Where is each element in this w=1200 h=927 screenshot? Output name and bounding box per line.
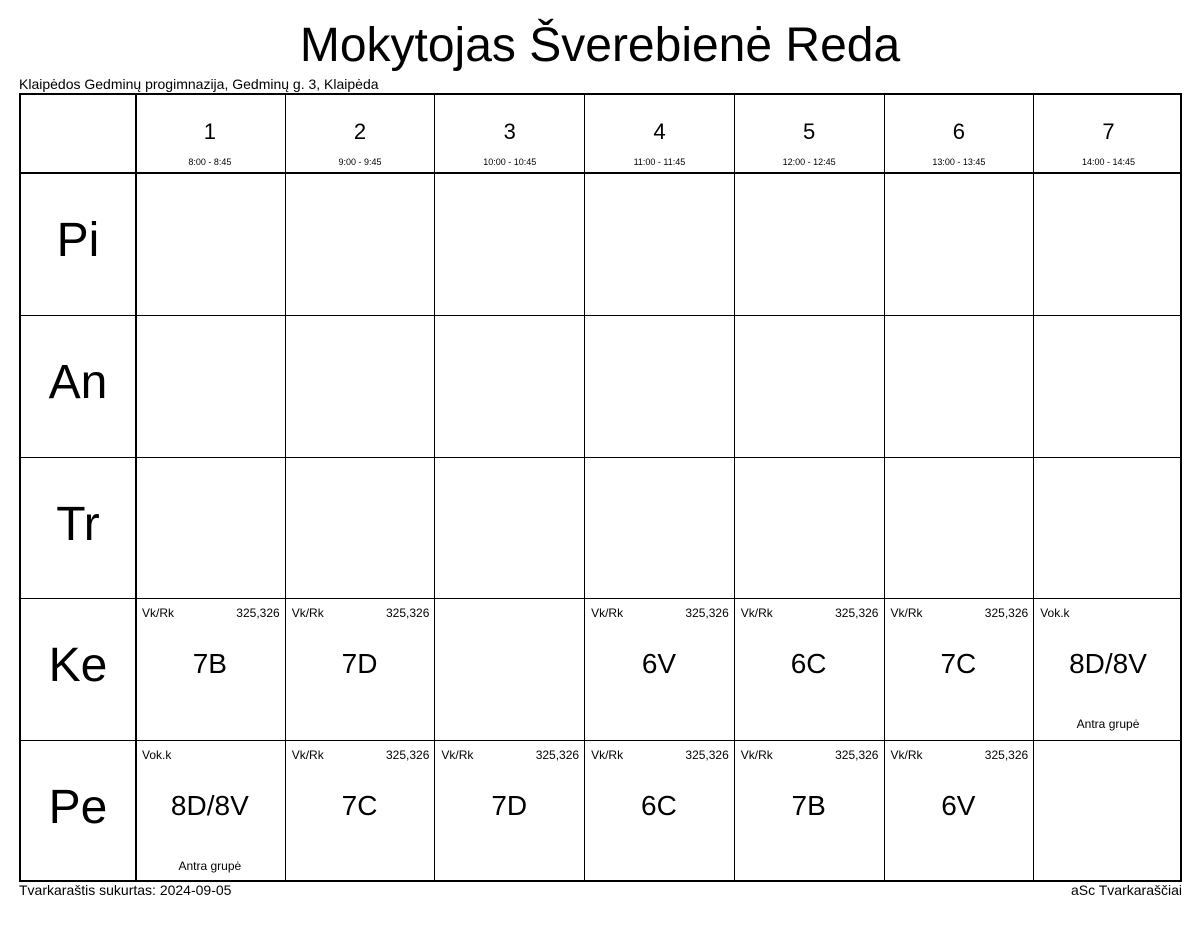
period-number: 6 xyxy=(952,119,965,144)
lesson-room: 325,326 xyxy=(984,748,1029,763)
lesson-subject: Vok.k xyxy=(142,748,172,763)
lesson-subject: Vk/Rk xyxy=(142,606,175,621)
row-divider xyxy=(21,315,1180,316)
lesson-class: 7B xyxy=(192,648,227,680)
period-number: 4 xyxy=(653,119,666,144)
period-header xyxy=(434,95,584,173)
lesson-class: 7D xyxy=(341,648,378,680)
row-divider xyxy=(21,457,1180,458)
lesson-room: 325,326 xyxy=(685,748,729,763)
lesson-subject: Vk/Rk xyxy=(740,748,773,763)
created-date: Tvarkaraštis sukurtas: 2024-09-05 xyxy=(19,882,232,898)
lesson-room: 325,326 xyxy=(236,606,280,621)
lesson-subject: Vk/Rk xyxy=(591,606,624,621)
day-label: Tr xyxy=(56,497,100,551)
lesson-cell[interactable] xyxy=(285,740,435,882)
day-label: An xyxy=(48,355,108,409)
lesson-subject: Vk/Rk xyxy=(740,606,773,621)
lesson-class: 6V xyxy=(641,648,677,680)
lesson-cell[interactable] xyxy=(1033,598,1183,740)
day-label: Pi xyxy=(56,214,100,267)
lesson-class: 6C xyxy=(790,648,827,680)
lesson-room: 325,326 xyxy=(385,606,430,621)
lesson-room: 325,326 xyxy=(984,606,1029,621)
period-number: 1 xyxy=(203,119,216,144)
period-number: 7 xyxy=(1102,119,1115,144)
lesson-cell[interactable] xyxy=(734,740,884,882)
lesson-subject: Vk/Rk xyxy=(291,606,324,621)
lesson-cell[interactable] xyxy=(285,598,435,740)
period-number: 2 xyxy=(353,119,367,144)
lesson-subject: Vk/Rk xyxy=(890,748,923,763)
lesson-room: 325,326 xyxy=(535,748,580,763)
column-divider xyxy=(1033,173,1034,880)
lesson-class: 7D xyxy=(491,790,528,822)
lesson-class: 6C xyxy=(641,790,677,822)
lesson-room: 325,326 xyxy=(835,606,879,621)
period-time: 12:00 - 12:45 xyxy=(782,157,836,167)
period-time: 13:00 - 13:45 xyxy=(932,157,986,167)
lesson-cell[interactable] xyxy=(734,598,884,740)
period-header xyxy=(734,95,884,173)
lesson-subject: Vok.k xyxy=(1040,606,1070,621)
lesson-class: 6V xyxy=(941,790,976,822)
period-header xyxy=(1033,95,1183,173)
day-label: Ke xyxy=(48,639,108,693)
lesson-room: 325,326 xyxy=(685,606,729,621)
lesson-class: 8D/8V xyxy=(170,790,249,822)
lesson-subject: Vk/Rk xyxy=(441,748,474,763)
lesson-room: 325,326 xyxy=(385,748,430,763)
timetable-grid xyxy=(19,93,1182,882)
lesson-class: 7C xyxy=(341,790,378,822)
software-credit: aSc Tvarkaraščiai xyxy=(1070,882,1182,898)
day-label: Pe xyxy=(48,781,108,835)
period-header xyxy=(584,95,734,173)
period-time: 9:00 - 9:45 xyxy=(338,157,382,167)
period-header xyxy=(884,95,1034,173)
lesson-subject: Vk/Rk xyxy=(591,748,624,763)
period-time: 8:00 - 8:45 xyxy=(188,157,232,167)
school-address: Klaipėdos Gedminų progimnazija, Gedminų g. 3, Klaipėda xyxy=(19,76,379,92)
lesson-cell[interactable] xyxy=(135,598,285,740)
lesson-cell[interactable] xyxy=(884,740,1034,882)
lesson-class: 7C xyxy=(940,648,977,680)
period-header xyxy=(285,95,435,173)
header-divider xyxy=(21,172,1180,174)
period-number: 5 xyxy=(803,119,816,144)
lesson-cell[interactable] xyxy=(884,598,1034,740)
lesson-group: Antra grupė xyxy=(1076,717,1140,732)
period-number: 3 xyxy=(503,119,516,144)
lesson-cell[interactable] xyxy=(584,598,734,740)
page-title: Mokytojas Šverebienė Reda xyxy=(299,19,901,72)
lesson-group: Antra grupė xyxy=(178,859,242,874)
lesson-room: 325,326 xyxy=(835,748,879,763)
lesson-cell[interactable] xyxy=(135,740,285,882)
lesson-class: 8D/8V xyxy=(1069,648,1147,680)
period-header xyxy=(135,95,285,173)
lesson-cell[interactable] xyxy=(584,740,734,882)
period-time: 14:00 - 14:45 xyxy=(1082,157,1136,167)
lesson-cell[interactable] xyxy=(434,740,584,882)
period-time: 11:00 - 11:45 xyxy=(633,157,686,167)
lesson-subject: Vk/Rk xyxy=(291,748,324,763)
period-time: 10:00 - 10:45 xyxy=(483,157,537,167)
lesson-subject: Vk/Rk xyxy=(890,606,923,621)
lesson-class: 7B xyxy=(791,790,826,822)
